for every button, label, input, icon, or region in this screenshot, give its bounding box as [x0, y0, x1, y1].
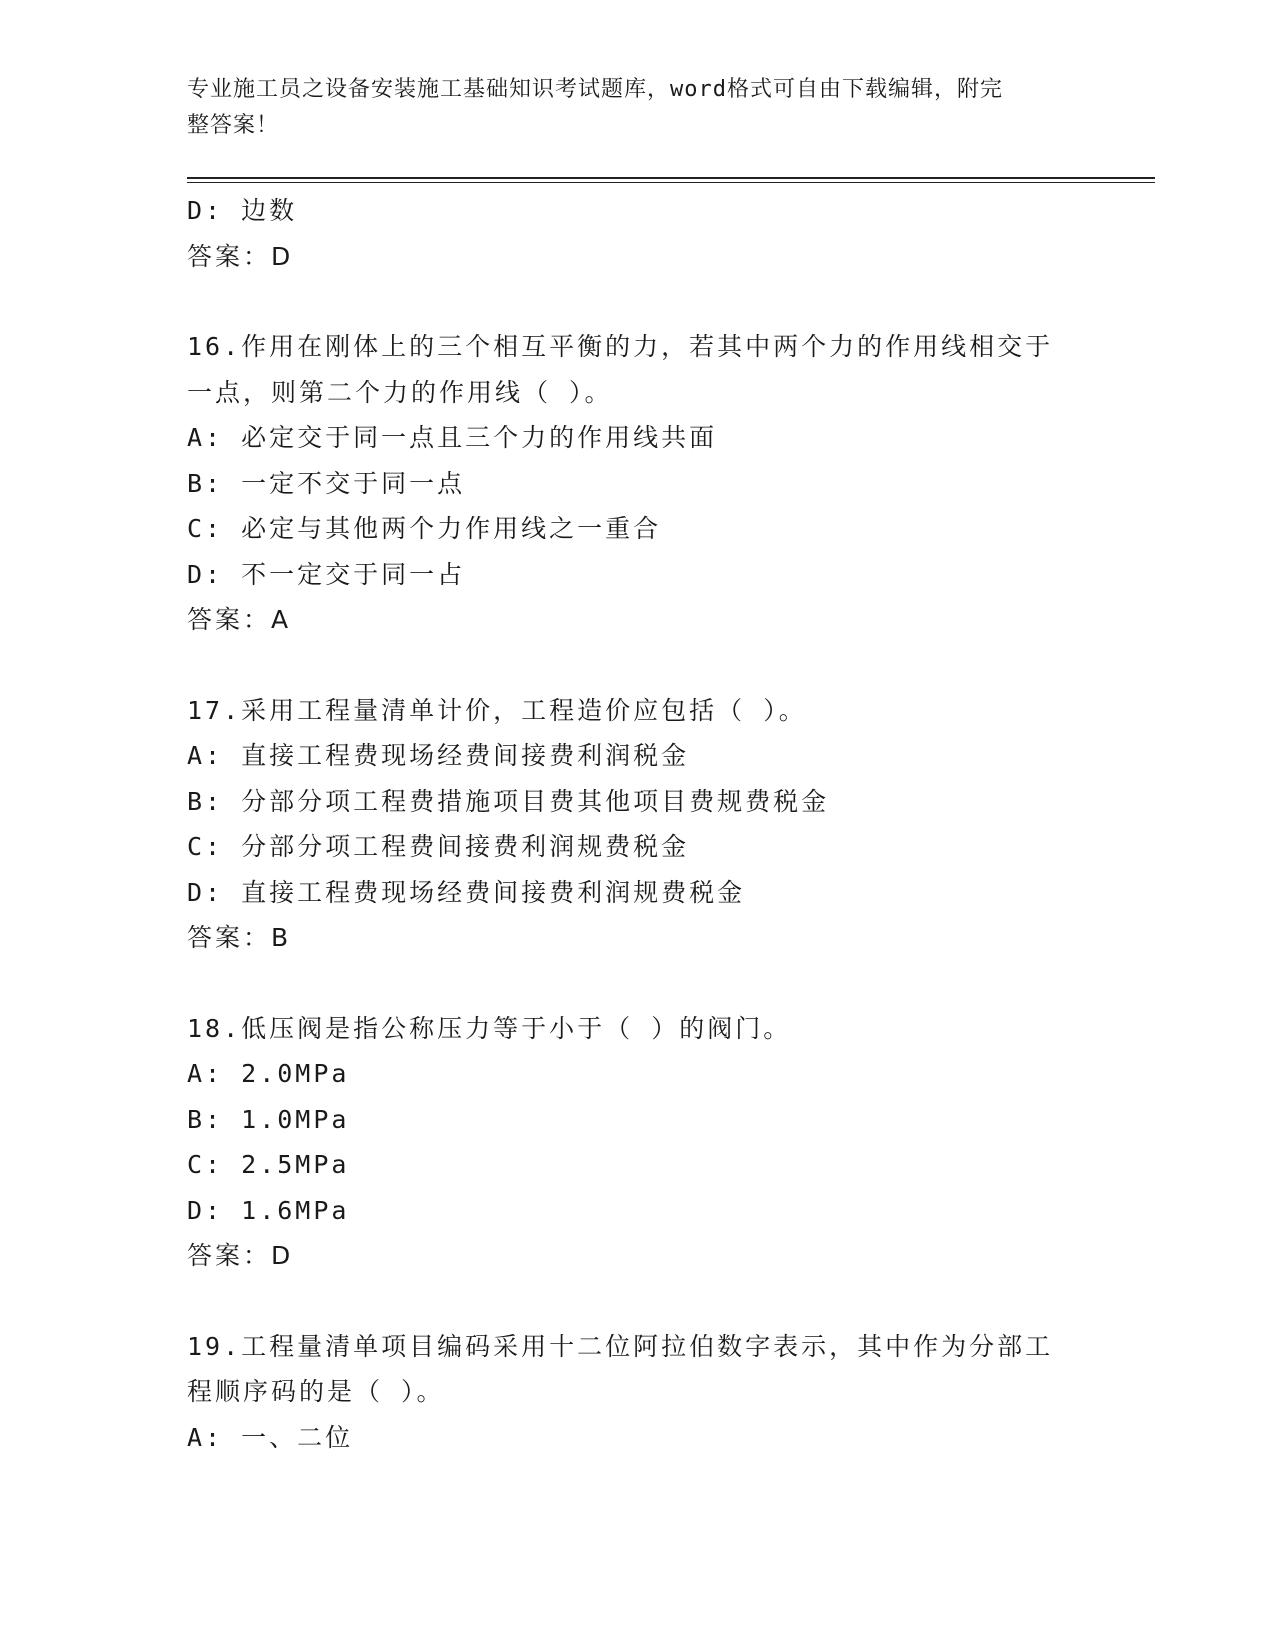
- question-stem: 19.工程量清单项目编码采用十二位阿拉伯数字表示，其中作为分部工: [187, 1331, 1054, 1361]
- header-title-line-2: 整答案！: [187, 113, 280, 138]
- option-c: C: 2.5MPa: [187, 1150, 350, 1179]
- question-18: [187, 1006, 1087, 1279]
- option-b: B: 一定不交于同一点: [187, 468, 466, 498]
- option-a: A: 一、二位: [187, 1422, 354, 1452]
- question-list: [187, 188, 1087, 1460]
- page-header: [187, 72, 1067, 144]
- question-stem-cont: 程顺序码的是（ ）。: [187, 1377, 445, 1406]
- question-19: [187, 1324, 1087, 1461]
- question-15-tail: [187, 188, 1087, 279]
- question-17: [187, 688, 1087, 961]
- question-stem-cont: 一点，则第二个力的作用线（ ）。: [187, 377, 613, 407]
- question-stem: 18.低压阀是指公称压力等于小于（ ）的阀门。: [187, 1013, 792, 1043]
- option-a: A: 2.0MPa: [187, 1059, 350, 1088]
- option-b: B: 1.0MPa: [187, 1104, 350, 1134]
- option-d: D: 不一定交于同一占: [187, 559, 466, 589]
- option-c: C: 必定与其他两个力作用线之一重合: [187, 514, 662, 543]
- option-d: D: 1.6MPa: [187, 1195, 350, 1225]
- header-divider-thin: [187, 182, 1155, 183]
- question-16: [187, 324, 1087, 643]
- option-d: D: 边数: [187, 196, 298, 225]
- option-a: A: 必定交于同一点且三个力的作用线共面: [187, 423, 718, 452]
- answer: 答案：B: [187, 923, 292, 952]
- header-divider-thick: [187, 177, 1155, 179]
- question-stem: 16.作用在刚体上的三个相互平衡的力，若其中两个力的作用线相交于: [187, 332, 1054, 361]
- option-a: A: 直接工程费现场经费间接费利润税金: [187, 741, 690, 770]
- option-b: B: 分部分项工程费措施项目费其他项目费规费税金: [187, 786, 830, 816]
- answer: 答案：A: [187, 605, 292, 634]
- question-stem: 17.采用工程量清单计价，工程造价应包括（ ）。: [187, 695, 807, 725]
- option-d: D: 直接工程费现场经费间接费利润规费税金: [187, 877, 746, 907]
- answer: 答案：D: [187, 241, 294, 271]
- option-c: C: 分部分项工程费间接费利润规费税金: [187, 832, 690, 861]
- header-title-line-1: 专业施工员之设备安装施工基础知识考试题库，word格式可自由下载编辑，附完: [187, 77, 1003, 102]
- answer: 答案：D: [187, 1241, 294, 1270]
